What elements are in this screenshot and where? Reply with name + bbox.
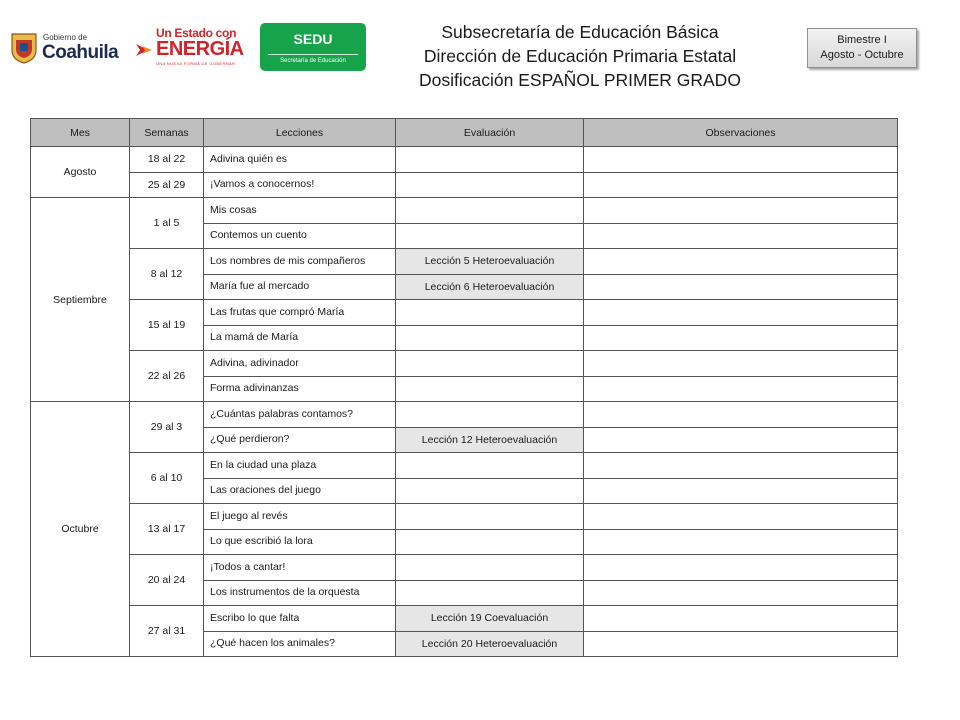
lesson-cell: ¡Vamos a conocernos! xyxy=(204,172,396,198)
lesson-cell: ¿Qué hacen los animales? xyxy=(204,631,396,657)
evaluation-cell xyxy=(396,351,584,377)
week-cell: 22 al 26 xyxy=(130,351,204,402)
bimestre-label: Bimestre I xyxy=(837,34,887,46)
evaluation-cell xyxy=(396,376,584,402)
observations-cell xyxy=(584,198,898,224)
observations-cell xyxy=(584,478,898,504)
evaluation-cell xyxy=(396,223,584,249)
week-cell: 8 al 12 xyxy=(130,249,204,300)
week-cell: 29 al 3 xyxy=(130,402,204,453)
observations-cell xyxy=(584,606,898,632)
header-semanas: Semanas xyxy=(130,119,204,147)
sedu-logo xyxy=(260,23,366,71)
table-row xyxy=(31,249,898,275)
table-row xyxy=(31,504,898,530)
coahuila-logo xyxy=(10,28,122,68)
lesson-cell: Los instrumentos de la orquesta xyxy=(204,580,396,606)
observations-cell xyxy=(584,504,898,530)
observations-cell xyxy=(584,300,898,326)
title-line-1: Subsecretaría de Educación Básica xyxy=(441,22,719,42)
header-lecciones: Lecciones xyxy=(204,119,396,147)
header-observaciones: Observaciones xyxy=(584,119,898,147)
evaluation-cell xyxy=(396,325,584,351)
observations-cell xyxy=(584,274,898,300)
sedu-logo-divider xyxy=(268,54,358,55)
energia-logo-top-text: Un Estado con xyxy=(156,26,237,40)
table-header-row xyxy=(31,119,898,147)
energia-logo-tagline: UNA NUEVA FORMA DE GOBERNAR xyxy=(156,61,236,66)
week-cell: 6 al 10 xyxy=(130,453,204,504)
lesson-cell: Escribo lo que falta xyxy=(204,606,396,632)
energia-arrow-icon xyxy=(134,40,154,60)
table-row xyxy=(31,402,898,428)
week-cell: 20 al 24 xyxy=(130,555,204,606)
lesson-cell: Lo que escribió la lora xyxy=(204,529,396,555)
sedu-logo-name: SEDU xyxy=(293,31,333,47)
lesson-cell: Adivina, adivinador xyxy=(204,351,396,377)
table-row xyxy=(31,606,898,632)
table-row xyxy=(31,198,898,224)
observations-cell xyxy=(584,580,898,606)
title-line-3: Dosificación ESPAÑOL PRIMER GRADO xyxy=(419,70,741,90)
observations-cell xyxy=(584,402,898,428)
table-row xyxy=(31,351,898,377)
week-cell: 25 al 29 xyxy=(130,172,204,198)
table-body xyxy=(31,147,898,657)
evaluation-cell xyxy=(396,453,584,479)
week-cell: 15 al 19 xyxy=(130,300,204,351)
lesson-cell: María fue al mercado xyxy=(204,274,396,300)
week-cell: 1 al 5 xyxy=(130,198,204,249)
evaluation-cell xyxy=(396,529,584,555)
table-row xyxy=(31,300,898,326)
header-mes: Mes xyxy=(31,119,130,147)
lesson-cell: ¿Cuántas palabras contamos? xyxy=(204,402,396,428)
lesson-cell: Las oraciones del juego xyxy=(204,478,396,504)
observations-cell xyxy=(584,529,898,555)
week-cell: 27 al 31 xyxy=(130,606,204,657)
coahuila-shield-icon xyxy=(10,32,38,64)
week-cell: 13 al 17 xyxy=(130,504,204,555)
evaluation-cell: Lección 20 Heteroevaluación xyxy=(396,631,584,657)
bimestre-months: Agosto - Octubre xyxy=(820,49,904,61)
observations-cell xyxy=(584,172,898,198)
observations-cell xyxy=(584,223,898,249)
table-row xyxy=(31,172,898,198)
lesson-cell: Adivina quién es xyxy=(204,147,396,173)
sedu-logo-subtitle: Secretaría de Educación xyxy=(280,58,346,64)
evaluation-cell xyxy=(396,147,584,173)
evaluation-cell xyxy=(396,478,584,504)
energia-logo xyxy=(134,26,244,70)
lesson-cell: ¿Qué perdieron? xyxy=(204,427,396,453)
lesson-cell: En la ciudad una plaza xyxy=(204,453,396,479)
evaluation-cell: Lección 19 Coevaluación xyxy=(396,606,584,632)
evaluation-cell xyxy=(396,198,584,224)
evaluation-cell xyxy=(396,300,584,326)
lesson-cell: Los nombres de mis compañeros xyxy=(204,249,396,275)
evaluation-cell: Lección 5 Heteroevaluación xyxy=(396,249,584,275)
month-cell: Septiembre xyxy=(31,198,130,402)
observations-cell xyxy=(584,147,898,173)
month-cell: Octubre xyxy=(31,402,130,657)
evaluation-cell xyxy=(396,555,584,581)
observations-cell xyxy=(584,555,898,581)
month-cell: Agosto xyxy=(31,147,130,198)
title-line-2: Dirección de Educación Primaria Estatal xyxy=(423,46,737,66)
lesson-cell: El juego al revés xyxy=(204,504,396,530)
lesson-cell: Forma adivinanzas xyxy=(204,376,396,402)
evaluation-cell xyxy=(396,172,584,198)
evaluation-cell xyxy=(396,402,584,428)
lesson-cell: La mamá de María xyxy=(204,325,396,351)
evaluation-cell: Lección 6 Heteroevaluación xyxy=(396,274,584,300)
evaluation-cell xyxy=(396,580,584,606)
bimestre-badge xyxy=(807,28,917,68)
lesson-cell: Contemos un cuento xyxy=(204,223,396,249)
lesson-cell: Las frutas que compró María xyxy=(204,300,396,326)
observations-cell xyxy=(584,351,898,377)
evaluation-cell xyxy=(396,504,584,530)
coahuila-logo-top-text: Gobierno de xyxy=(43,33,88,42)
energia-logo-name: ENERGÍA xyxy=(156,38,244,60)
coahuila-logo-name: Coahuila xyxy=(42,42,119,63)
table-row xyxy=(31,147,898,173)
observations-cell xyxy=(584,249,898,275)
table-row xyxy=(31,555,898,581)
dosificacion-table xyxy=(30,118,898,657)
table-row xyxy=(31,453,898,479)
evaluation-cell: Lección 12 Heteroevaluación xyxy=(396,427,584,453)
lesson-cell: Mis cosas xyxy=(204,198,396,224)
observations-cell xyxy=(584,631,898,657)
observations-cell xyxy=(584,325,898,351)
document-title xyxy=(380,20,780,92)
header-evaluacion: Evaluación xyxy=(396,119,584,147)
observations-cell xyxy=(584,376,898,402)
observations-cell xyxy=(584,453,898,479)
week-cell: 18 al 22 xyxy=(130,147,204,173)
observations-cell xyxy=(584,427,898,453)
lesson-cell: ¡Todos a cantar! xyxy=(204,555,396,581)
